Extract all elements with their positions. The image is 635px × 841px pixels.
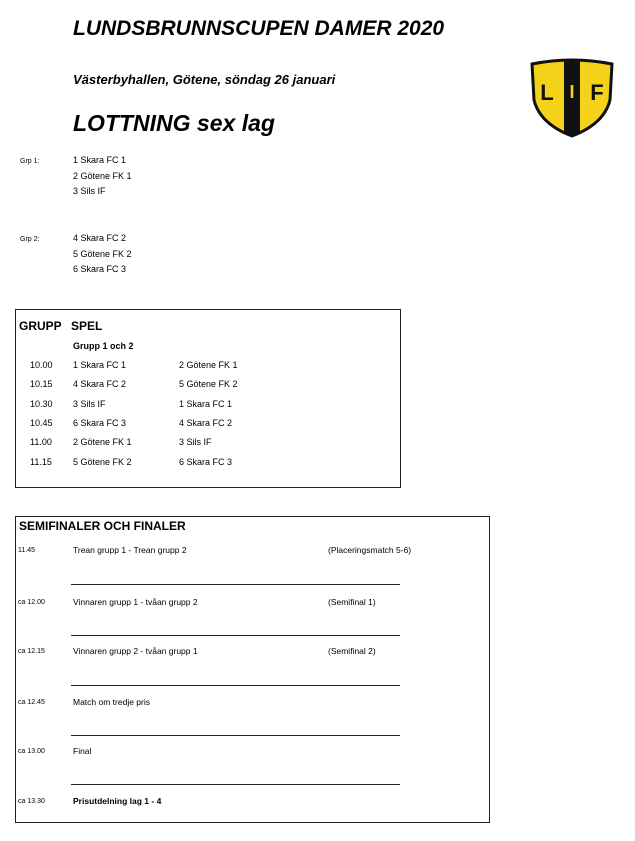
final-desc: Final: [73, 746, 92, 756]
event-subtitle: Västerbyhallen, Götene, söndag 26 januari: [73, 72, 336, 87]
result-line: [71, 685, 400, 686]
group-1-team: 2 Götene FK 1: [73, 171, 132, 181]
final-time: ca 13.00: [18, 748, 45, 755]
final-desc: Trean grupp 1 - Trean grupp 2: [73, 545, 187, 555]
final-time: ca 12.15: [18, 648, 45, 655]
match-away-team: 2 Götene FK 1: [179, 360, 238, 370]
group-2-team: 5 Götene FK 2: [73, 249, 132, 259]
final-desc: Vinnaren grupp 2 - tvåan grupp 1: [73, 646, 198, 656]
match-time: 10.00: [30, 360, 53, 370]
final-note: (Placeringsmatch 5-6): [328, 545, 412, 555]
group-1-label: Grp 1:: [20, 158, 40, 165]
match-home-team: 4 Skara FC 2: [73, 379, 127, 389]
result-line: [71, 735, 400, 736]
match-home-team: 6 Skara FC 3: [73, 418, 127, 428]
final-time: ca 13.30: [18, 798, 45, 805]
draw-heading: LOTTNING sex lag: [73, 110, 275, 136]
group-1-team: 1 Skara FC 1: [73, 155, 127, 165]
final-note: (Semifinal 2): [328, 646, 376, 656]
group-2-team: 4 Skara FC 2: [73, 233, 127, 243]
final-time: ca 12.00: [18, 599, 45, 606]
group-2-team: 6 Skara FC 3: [73, 264, 127, 274]
match-time: 11.15: [30, 457, 52, 467]
match-away-team: 1 Skara FC 1: [179, 399, 233, 409]
group-stage-subtitle: Grupp 1 och 2: [73, 341, 134, 351]
match-away-team: 3 Sils IF: [179, 437, 212, 447]
match-time: 10.30: [30, 399, 53, 409]
group-stage-box: [15, 309, 401, 488]
final-time: ca 12.45: [18, 699, 45, 706]
match-time: 10.45: [30, 418, 53, 428]
group-1-team: 3 Sils IF: [73, 186, 106, 196]
match-home-team: 2 Götene FK 1: [73, 437, 132, 447]
match-home-team: 5 Götene FK 2: [73, 457, 132, 467]
finals-title: SEMIFINALER OCH FINALER: [19, 519, 186, 533]
result-line: [71, 784, 400, 785]
final-desc: Match om tredje pris: [73, 697, 150, 707]
result-line: [71, 635, 400, 636]
final-desc: Vinnaren grupp 1 - tvåan grupp 2: [73, 597, 198, 607]
result-line: [71, 584, 400, 585]
match-away-team: 6 Skara FC 3: [179, 457, 233, 467]
group-2-label: Grp 2:: [20, 236, 40, 243]
page-title: LUNDSBRUNNSCUPEN DAMER 2020: [73, 17, 445, 40]
final-note: (Semifinal 1): [328, 597, 376, 607]
finals-box: [15, 516, 490, 823]
match-away-team: 4 Skara FC 2: [179, 418, 233, 428]
match-home-team: 1 Skara FC 1: [73, 360, 127, 370]
match-time: 10.15: [30, 379, 53, 389]
final-time: 11.45: [18, 547, 35, 554]
logo-letter-f: F: [590, 80, 604, 105]
logo-letter-i: I: [569, 82, 575, 102]
prize-ceremony: Prisutdelning lag 1 - 4: [73, 796, 162, 806]
logo-letter-l: L: [540, 80, 554, 105]
club-logo-shield-icon: [530, 58, 614, 138]
group-stage-title-right: SPEL: [71, 319, 103, 333]
match-time: 11.00: [30, 437, 52, 447]
group-stage-title-left: GRUPP: [19, 319, 62, 333]
match-home-team: 3 Sils IF: [73, 399, 106, 409]
match-away-team: 5 Götene FK 2: [179, 379, 238, 389]
